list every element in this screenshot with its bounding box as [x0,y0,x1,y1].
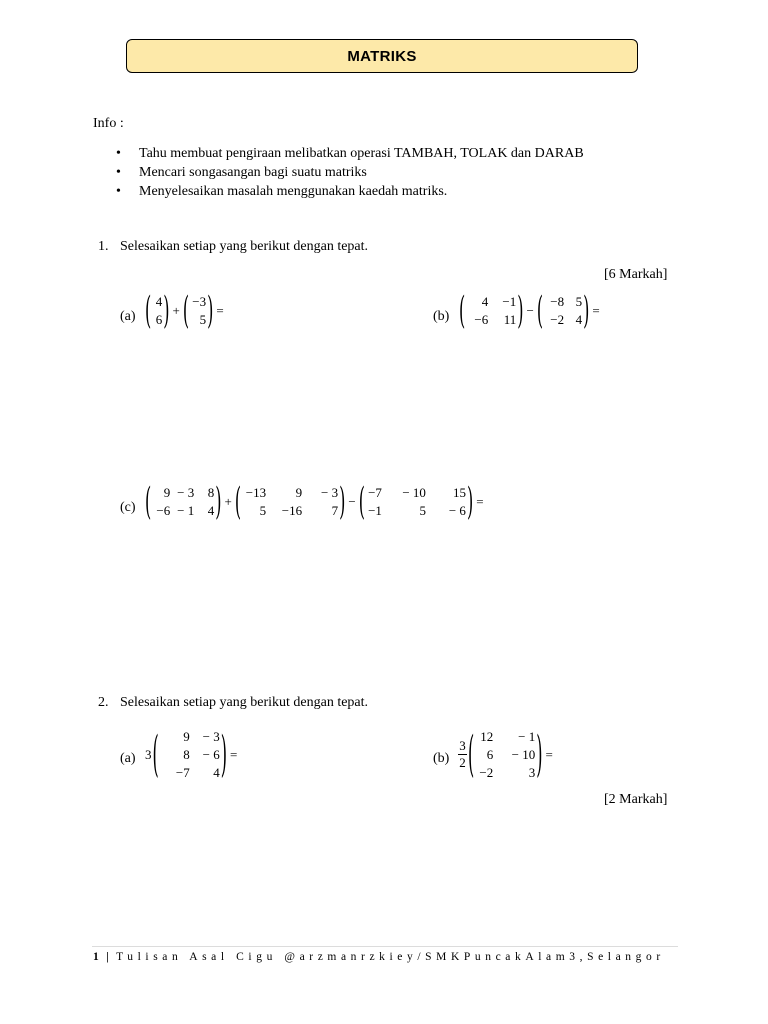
left-paren: ( [468,723,475,783]
q2-number: 2. [98,695,109,710]
q2b-expression [458,723,555,783]
matrix-entry: 9 [183,729,190,744]
matrix-entry: 9 [295,485,303,500]
right-paren: ) [215,478,222,523]
matrix-entry: −16 [281,503,303,518]
matrix [458,287,525,332]
matrix-entry: 4 [575,312,583,327]
matrix-grid [242,486,338,517]
bullet-dot: • [116,184,121,199]
right-paren: ) [466,478,474,523]
bullet-text: Menyelesaikan masalah menggunakan kaedah matriks. [139,184,448,199]
scalar: 3 [145,746,152,762]
matrix-grid [466,295,516,326]
matrix-entry: − 3 [202,729,220,744]
q1a-label: (a) [120,309,136,324]
operator: − [348,493,356,509]
right-paren: ) [536,723,543,783]
q2b-label: (b) [433,751,450,766]
matrix-entry: −1 [502,294,517,309]
matrix-entry: −6 [474,312,489,327]
matrix-entry: −2 [479,765,494,780]
bullet-text: Tahu membuat pengiraan melibatkan operasi TAMBAH, TOLAK dan DARAB [139,146,584,161]
bullet-dot: • [116,165,121,180]
left-paren: ( [459,287,466,332]
matrix [467,723,544,783]
title-banner [126,39,638,73]
bullet-text: Mencari songasangan bagi suatu matriks [139,165,367,180]
fraction-numerator: 3 [459,738,466,754]
matrix-entry: 4 [155,294,163,309]
info-label: Info : [93,116,124,131]
matrix [536,287,591,332]
matrix-entry: 15 [452,485,466,500]
matrix-grid [475,730,535,779]
matrix-entry: −7 [175,765,190,780]
operator: = [230,746,238,762]
matrix-entry: 4 [481,294,489,309]
matrix-grid [190,295,206,326]
q1b-expression [458,287,602,332]
q2-instruction: Selesaikan setiap yang berikut dengan tepat. [120,695,369,710]
matrix-entry: 9 [163,485,171,500]
matrix-entry: 11 [503,312,517,327]
info-bullet-list [116,144,584,201]
fraction-scalar [458,739,467,769]
right-paren: ) [220,723,227,783]
matrix-entry: − 10 [511,747,536,762]
matrix-entry: − 10 [402,485,426,500]
right-paren: ) [207,287,214,332]
q1-marks: [6 Markah] [604,267,668,282]
matrix-entry: 7 [331,503,339,518]
q1b-label: (b) [433,309,450,324]
matrix-entry: 6 [155,312,163,327]
left-paren: ( [145,478,152,523]
matrix-entry: − 3 [177,485,195,500]
matrix-entry: − 1 [177,503,195,518]
left-paren: ( [145,287,152,332]
q2-marks: [2 Markah] [604,792,668,807]
page-title: MATRIKS [347,47,417,65]
operator: + [172,302,180,318]
operator: − [526,302,534,318]
matrix-entry: −13 [245,485,267,500]
matrix-entry: − 6 [202,747,220,762]
matrix [234,478,347,523]
q1-instruction: Selesaikan setiap yang berikut dengan tepat. [120,239,369,254]
q2a-label: (a) [120,751,136,766]
q2a-expression [145,723,239,783]
bullet-item [116,163,584,182]
left-paren: ( [536,287,544,332]
matrix-entry: 4 [207,503,215,518]
matrix-entry: − 3 [321,485,339,500]
matrix-entry: − 6 [448,503,466,518]
page-number: 1 [93,951,99,963]
footer-separator: | [106,951,109,963]
matrix [144,287,171,332]
matrix-entry: 5 [259,503,267,518]
left-paren: ( [234,478,242,523]
matrix-grid [152,486,214,517]
q1c-expression [144,478,486,523]
operator: = [476,493,484,509]
matrix-entry: 8 [183,747,190,762]
bullet-item [116,182,584,201]
matrix-grid [160,730,220,779]
matrix-entry: 5 [575,294,583,309]
matrix-entry: −1 [368,503,382,518]
q1c-label: (c) [120,500,136,515]
matrix [152,723,229,783]
matrix-entry: 8 [207,485,215,500]
matrix-entry: 4 [213,765,220,780]
left-paren: ( [182,287,190,332]
footer-credit: Tulisan Asal Cigu @arzmanrzkiey/SMKPuncakAlam3,Selangor [116,951,665,963]
matrix [144,478,223,523]
matrix-grid [544,295,582,326]
footer-divider [92,946,678,947]
footer [93,951,665,963]
matrix [358,478,475,523]
operator: + [224,493,232,509]
matrix-entry: −3 [192,294,207,309]
bullet-dot: • [116,146,121,161]
q1-number: 1. [98,239,109,254]
right-paren: ) [163,287,170,332]
matrix-entry: −7 [368,485,382,500]
matrix-entry: 5 [419,503,426,518]
q1a-expression [144,287,226,332]
left-paren: ( [358,478,365,523]
bullet-item [116,144,584,163]
right-paren: ) [583,287,590,332]
matrix [182,287,215,332]
matrix-entry: −6 [156,503,171,518]
fraction-denominator: 2 [459,755,466,770]
matrix-grid [152,295,162,326]
operator: = [592,302,600,318]
matrix-entry: 3 [528,765,536,780]
matrix-grid [366,486,466,517]
matrix-entry: 12 [480,729,494,744]
right-paren: ) [339,478,346,523]
matrix-entry: 5 [199,312,207,327]
right-paren: ) [517,287,524,332]
left-paren: ( [152,723,159,783]
operator: = [216,302,224,318]
matrix-entry: − 1 [518,729,536,744]
operator: = [545,746,553,762]
matrix-entry: −2 [550,312,565,327]
matrix-entry: 6 [486,747,494,762]
matrix-entry: −8 [550,294,565,309]
